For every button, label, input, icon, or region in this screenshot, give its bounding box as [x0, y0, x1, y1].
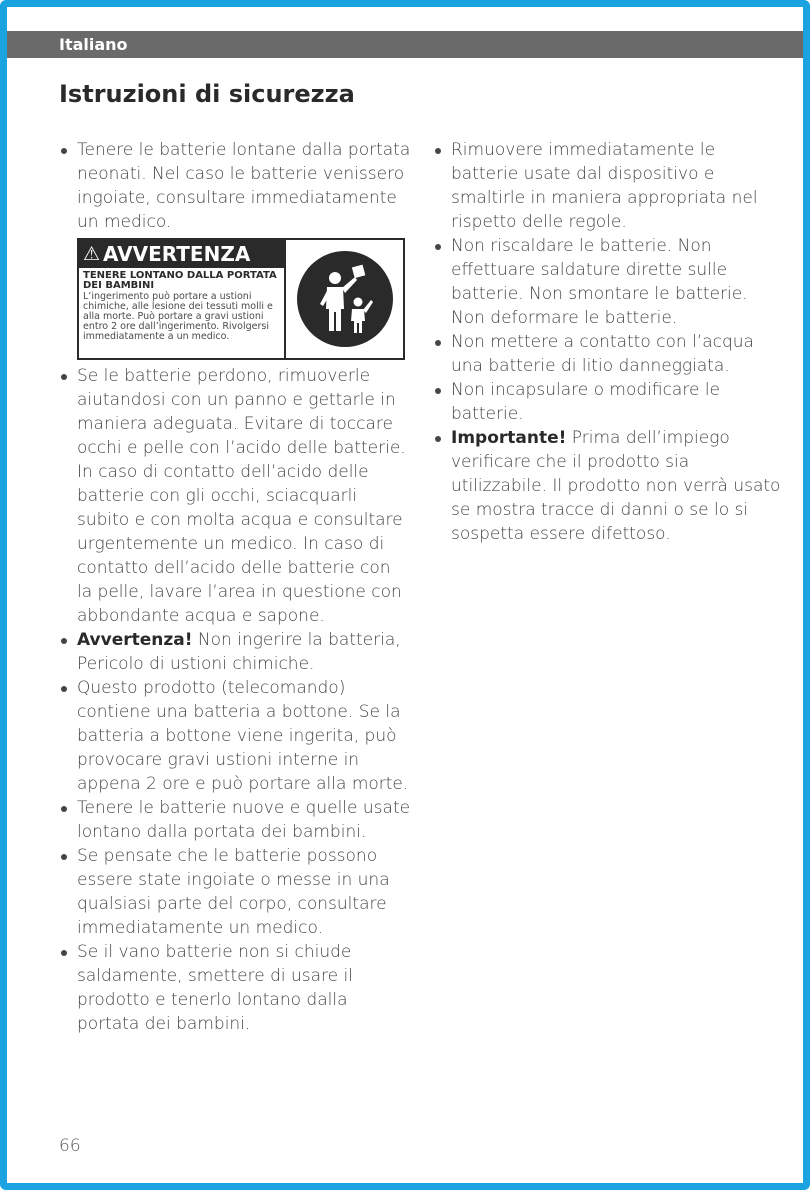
important-label: Importante! — [451, 428, 567, 448]
list-item: Avvertenza! Non ingerire la batteria, Pericolo di ustioni chimiche. — [59, 628, 411, 676]
warning-triangle-icon: ⚠ — [83, 243, 101, 265]
warning-body: L’ingerimento può portare a ustioni chimiche, alle lesione dei tessuti molli e alla morte. Può portare a gravi ustioni entro 2 ore dall’ingerimento. Rivolgersi immediatamente a un medico. — [83, 291, 273, 342]
warning-box — [77, 238, 405, 360]
list-item: Importante! Prima dell’impiego verificare che il prodotto sia utilizzabile. Il prodotto non verrà usato se mostra tracce di danni o se lo si sospetta essere difettoso. — [433, 426, 781, 546]
list-item: Questo prodotto (telecomando) contiene una batteria a bottone. Se la batteria a bottone viene ingerita, può provocare gravi ustioni interne in appena 2 ore e può portare alla morte. — [59, 676, 411, 796]
list-item: Se le batterie perdono, rimuoverle aiutandosi con un panno e gettarle in maniera adeguata. Evitare di toccare occhi e pelle con l’acido delle batterie. In caso di contatto dell’acido delle batterie con gli occhi, sciacquarli subito e con molta acqua e consultare urgentemente un medico. In caso di contatto dell’acido delle batterie con la pelle, lavare l’area in questione con abbondante acqua e sapone. — [59, 364, 411, 628]
list-item: Non riscaldare le batterie. Non effettuare saldature dirette sulle batterie. Non smontare le batterie. Non deformare le batterie. — [433, 234, 781, 330]
page-number: 66 — [59, 1136, 81, 1156]
warning-label: Avvertenza! — [77, 630, 193, 650]
language-header: Italiano — [7, 31, 803, 58]
list-item: Se il vano batterie non si chiude saldamente, smettere di usare il prodotto e tenerlo lontano dalla portata dei bambini. — [59, 940, 411, 1036]
list-item: Non incapsulare o modificare le batterie. — [433, 378, 781, 426]
list-item: Rimuovere immediatamente le batterie usate dal dispositivo e smaltirle in maniera appropriata nel rispetto delle regole. — [433, 138, 781, 234]
warning-heading: ⚠ AVVERTENZA — [79, 240, 284, 268]
list-item: Non mettere a contatto con l’acqua una batterie di litio danneggiata. — [433, 330, 781, 378]
left-column — [59, 138, 411, 1036]
right-column — [433, 138, 781, 546]
page-title: Istruzioni di sicurezza — [59, 80, 355, 108]
list-item: Se pensate che le batterie possono essere state ingoiate o messe in una qualsiasi parte del corpo, consultare immediatamente un medico. — [59, 844, 411, 940]
list-item: Tenere le batterie nuove e quelle usate lontano dalla portata dei bambini. — [59, 796, 411, 844]
warning-subheading: TENERE LONTANO DALLA PORTATA DEI BAMBINI — [83, 270, 277, 291]
keep-away-from-children-icon — [295, 249, 395, 349]
list-item: Tenere le batterie lontane dalla portata neonati. Nel caso le batterie venissero ingoiate, consultare immediatamente un medico. — [59, 138, 411, 234]
